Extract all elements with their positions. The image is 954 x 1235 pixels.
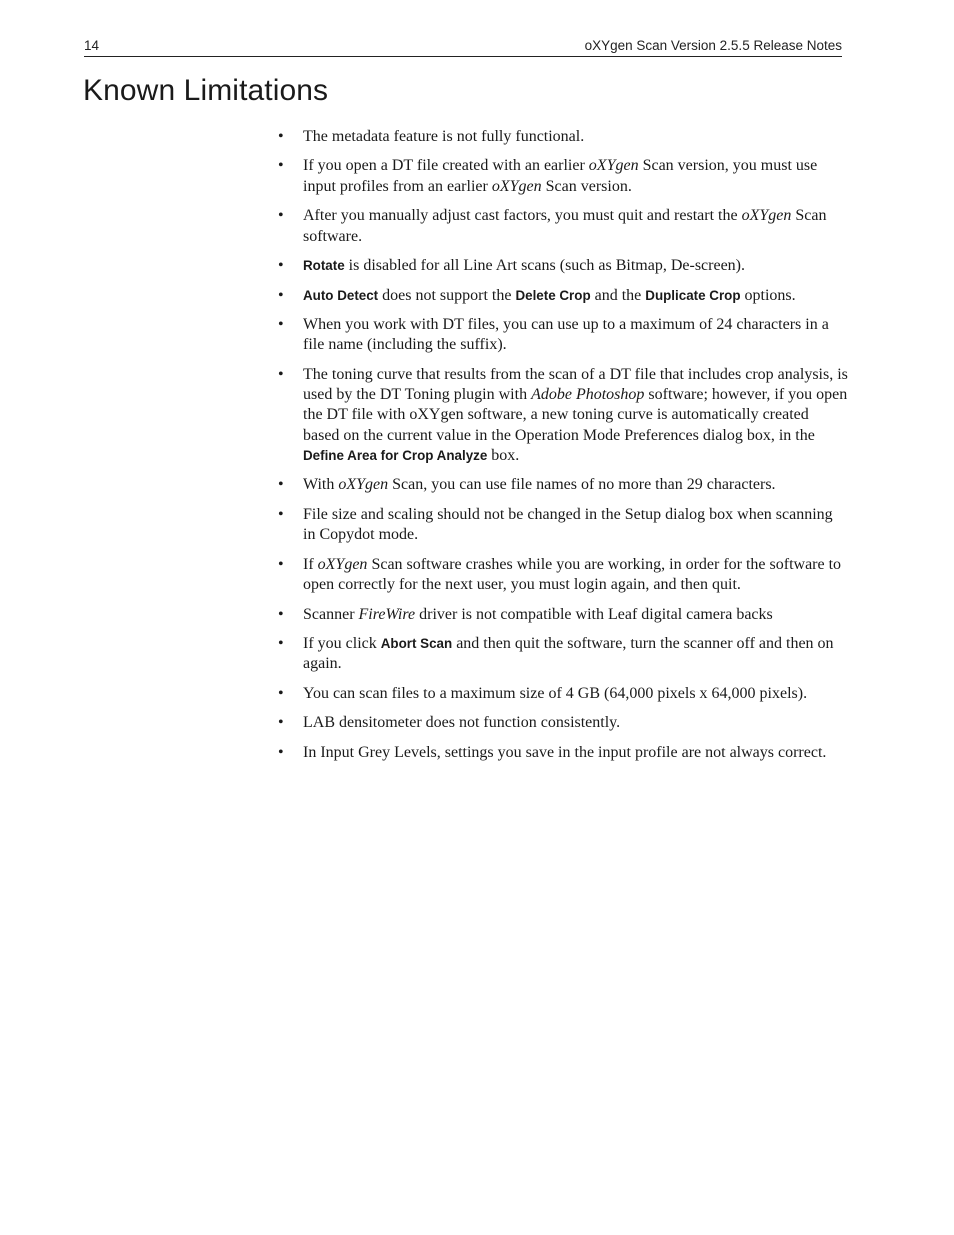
- bullet-marker: •: [278, 207, 284, 225]
- list-item: [278, 634, 848, 675]
- bullet-marker: •: [278, 743, 284, 761]
- bullet-marker: •: [278, 365, 284, 383]
- bullet-marker: •: [278, 257, 284, 275]
- item-text: If you open a DT file created with an earlier: [303, 157, 589, 175]
- document-title: oXYgen Scan Version 2.5.5 Release Notes: [584, 38, 842, 53]
- item-text: and then quit the software, turn the scanner off and then on again.: [303, 635, 834, 673]
- section-title: Known Limitations: [83, 74, 329, 107]
- list-item: [278, 555, 848, 596]
- list-item: [278, 475, 848, 495]
- list-item: [278, 315, 848, 356]
- list-item: [278, 206, 848, 247]
- bullet-marker: •: [278, 476, 284, 494]
- item-text: and the: [590, 286, 646, 304]
- list-item: [278, 505, 848, 546]
- ui-term: Define Area for Crop Analyze: [303, 447, 488, 463]
- item-text: File size and scaling should not be changed in the Setup dialog box when scanning in Copydot mode.: [303, 505, 833, 544]
- running-header: [84, 37, 842, 57]
- bullet-marker: •: [278, 684, 284, 702]
- item-text: The toning curve that results from the scan of a DT file that includes crop analysis, is used by the DT Toning plugin with: [303, 365, 848, 404]
- item-text: With: [303, 476, 339, 494]
- ui-term: Abort Scan: [380, 636, 453, 651]
- item-text: If you click: [303, 635, 381, 652]
- bullet-marker: •: [278, 505, 284, 523]
- emphasis-text: FireWire: [358, 605, 416, 623]
- bullet-marker: •: [278, 605, 284, 623]
- bullet-marker: •: [278, 635, 284, 652]
- item-text: driver is not compatible with Leaf digital camera backs: [415, 605, 773, 623]
- item-text: Scanner: [303, 605, 359, 623]
- item-text: Scan software crashes while you are working, in order for the software to open correctly for the next user, you must login again, and then quit.: [303, 555, 842, 594]
- list-item: [278, 743, 848, 763]
- item-text: Scan software.: [303, 207, 827, 245]
- emphasis-text: oXYgen: [741, 207, 792, 225]
- item-text: Scan version.: [541, 177, 632, 195]
- item-text: LAB densitometer does not function consistently.: [303, 714, 621, 732]
- item-text: You can scan files to a maximum size of 4 GB (64,000 pixels x 64,000 pixels).: [303, 684, 808, 702]
- list-item: [278, 684, 848, 704]
- emphasis-text: oXYgen: [491, 177, 542, 195]
- bullet-marker: •: [278, 714, 284, 732]
- item-text: When you work with DT files, you can use up to a maximum of 24 characters in a file name (including the suffix).: [303, 316, 829, 354]
- item-text: options.: [740, 286, 796, 304]
- page-number: 14: [84, 38, 100, 53]
- item-text: Scan version, you must use input profiles from an earlier: [303, 157, 818, 195]
- list-item: [278, 156, 848, 197]
- ui-term: Duplicate Crop: [645, 287, 741, 303]
- item-text: After you manually adjust cast factors, you must quit and restart the: [303, 207, 742, 225]
- ui-term: Rotate: [303, 258, 345, 274]
- list-item: [278, 713, 848, 733]
- item-text: is disabled for all Line Art scans (such as Bitmap, De-screen).: [344, 257, 745, 275]
- item-text: If: [303, 555, 318, 573]
- item-text: In Input Grey Levels, settings you save in the input profile are not always correct.: [303, 743, 827, 761]
- bullet-marker: •: [278, 555, 284, 573]
- list-item: [278, 365, 848, 466]
- list-item: [278, 286, 848, 306]
- emphasis-text: oXYgen: [338, 476, 389, 494]
- emphasis-text: Adobe Photoshop: [531, 386, 645, 404]
- list-item: [278, 605, 848, 625]
- item-text: The metadata feature is not fully functional.: [303, 128, 585, 145]
- ui-term: Auto Detect: [303, 287, 379, 303]
- item-text: Scan, you can use file names of no more than 29 characters.: [388, 476, 776, 494]
- limitations-list: [278, 127, 848, 772]
- list-item: [278, 127, 848, 147]
- bullet-marker: •: [278, 316, 284, 334]
- ui-term: Delete Crop: [515, 287, 591, 303]
- item-text: box.: [487, 446, 520, 464]
- emphasis-text: oXYgen: [588, 157, 639, 175]
- bullet-marker: •: [278, 128, 284, 145]
- item-text: software; however, if you open the DT file with oXYgen software, a new toning curve is automatically created based on the current value in the Operation Mode Preferences dialog box, in the: [303, 386, 848, 444]
- bullet-marker: •: [278, 286, 284, 304]
- emphasis-text: oXYgen: [317, 555, 368, 573]
- bullet-marker: •: [278, 157, 284, 175]
- list-item: [278, 256, 848, 276]
- item-text: does not support the: [378, 286, 516, 304]
